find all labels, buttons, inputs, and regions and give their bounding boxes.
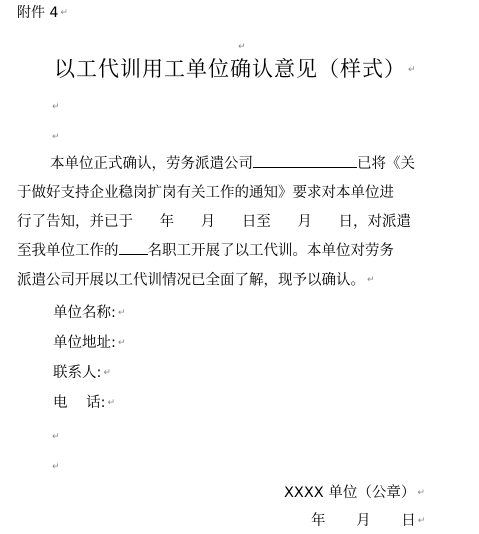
worker-count-blank (119, 240, 148, 255)
signature-date: 年 月 日 ↵ (311, 513, 426, 529)
contact-field: 联系人: ↵ (53, 365, 111, 381)
empty-paragraph (50, 96, 60, 115)
paragraph-mark-icon: ↵ (367, 275, 375, 285)
paragraph-line: 行了告知，并已于 年 月 日至 月 日，对派遣 (17, 214, 412, 230)
paragraph-line: 于做好支持企业稳岗扩岗有关工作的通知》要求对本单位进 (17, 185, 394, 201)
paragraph-line: 本单位正式确认，劳务派遣公司 已将《关 (17, 150, 462, 179)
empty-paragraph (236, 36, 246, 55)
phone-field: 电 话: ↵ (53, 395, 116, 411)
paragraph-mark-icon: ↵ (117, 308, 126, 318)
paragraph-mark-icon: ↵ (103, 368, 111, 378)
empty-paragraph (50, 426, 60, 445)
unit-seal-label: XXXX 单位（公章） ↵ (284, 485, 425, 501)
paragraph-mark-icon: ↵ (417, 488, 425, 498)
paragraph-line: 派遣公司开展以工代训情况已全面了解，现予以确认。 ↵ (17, 272, 375, 289)
document-title: 以工代训用工单位确认意见（样式） ↵ (54, 57, 417, 81)
paragraph-mark-icon: ↵ (408, 65, 417, 75)
paragraph-mark-icon: ↵ (52, 131, 60, 142)
attachment-label: 附件 4 ↵ (17, 5, 68, 21)
paragraph-mark-icon: ↵ (238, 41, 246, 52)
paragraph-mark-icon: ↵ (60, 8, 68, 18)
empty-paragraph (50, 126, 60, 145)
paragraph-line: 至我单位工作的 名职工开展了以工代训。本单位对劳务 (17, 237, 462, 266)
confirmation-paragraph (17, 150, 462, 295)
unit-address-field: 单位地址: ↵ (53, 335, 126, 351)
paragraph-mark-icon: ↵ (117, 338, 126, 348)
paragraph-mark-icon: ↵ (107, 398, 116, 408)
unit-name-field: 单位名称: ↵ (53, 305, 126, 321)
empty-paragraph (50, 456, 60, 475)
paragraph-mark-icon: ↵ (52, 101, 60, 112)
paragraph-mark-icon: ↵ (52, 431, 60, 442)
paragraph-mark-icon: ↵ (52, 461, 60, 472)
company-name-blank (253, 153, 357, 168)
paragraph-mark-icon: ↵ (417, 516, 426, 526)
